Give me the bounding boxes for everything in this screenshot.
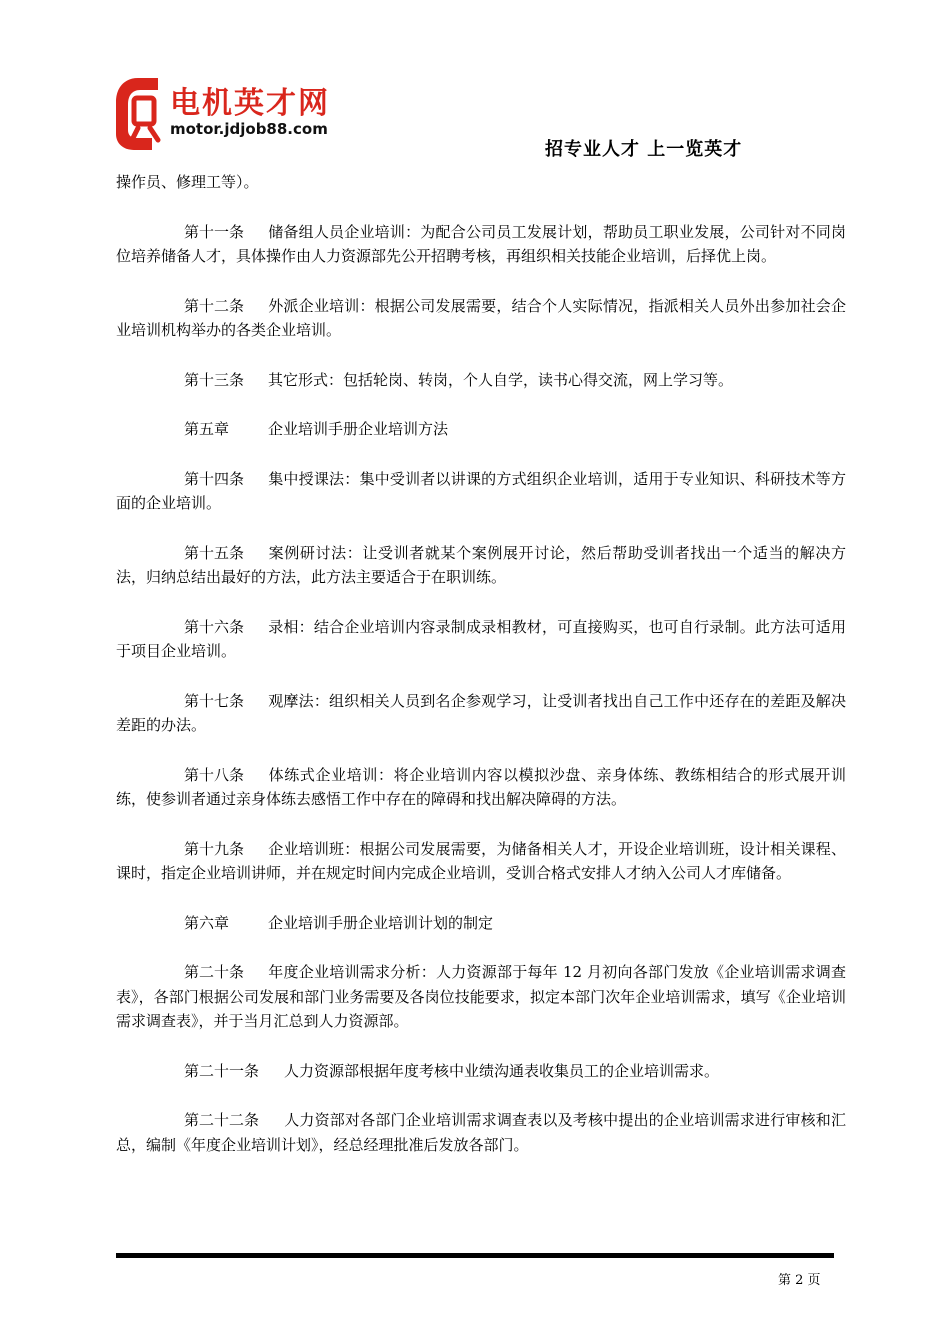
paragraph (116, 294, 846, 343)
logo-url: motor.jdjob88.com (170, 120, 328, 138)
article-text: 人力资源部根据年度考核中业绩沟通表收集员工的企业培训需求。 (284, 1061, 720, 1080)
article-text: 操作员、修理工等）。 (116, 173, 259, 191)
article-number: 第二十二条 (184, 1111, 260, 1129)
logo (112, 74, 362, 154)
footer-divider (116, 1253, 834, 1258)
paragraph (116, 837, 846, 886)
article-text: 企业培训手册企业培训方法 (268, 420, 449, 438)
article-text: 其它形式：包括轮岗、转岗，个人自学，读书心得交流，网上学习等。 (268, 370, 734, 389)
article-number: 第十二条 (184, 296, 245, 315)
article-text: 外派企业培训：根据公司发展需要，结合个人实际情况，指派相关人员外出参加社会企业培训机构举办的各类企业培训。 (116, 296, 846, 339)
page-number: 第 2 页 (778, 1273, 821, 1288)
paragraph (116, 960, 846, 1034)
paragraph (116, 615, 846, 664)
article-number: 第十三条 (184, 370, 245, 389)
article-text: 年度企业培训需求分析：人力资源部于每年 12 月初向各部门发放《企业培训需求调查表》，各部门根据公司发展和部门业务需要及各岗位技能要求，拟定本部门次年企业培训需求，填写《企业培训需求调查表》，并于当月汇总到人力资源部。 (116, 963, 846, 1030)
logo-name: 电机英才网 (170, 86, 330, 121)
paragraph (116, 1059, 846, 1084)
article-text: 观摩法：组织相关人员到名企参观学习，让受训者找出自己工作中还存在的差距及解决差距的办法。 (116, 691, 846, 734)
article-number: 第五章 (184, 420, 230, 438)
article-number: 第十五条 (184, 543, 245, 562)
paragraph (116, 170, 846, 195)
header-slogan: 招专业人才 上一览英才 (545, 139, 743, 160)
paragraph (116, 467, 846, 516)
paragraph (116, 689, 846, 738)
article-text: 录相：结合企业培训内容录制成录相教材，可直接购买，也可自行录制。此方法可适用于项目企业培训。 (116, 617, 846, 660)
article-number: 第十七条 (184, 691, 245, 710)
paragraph (116, 911, 846, 936)
article-text: 体练式企业培训：将企业培训内容以模拟沙盘、亲身体练、教练相结合的形式展开训练，使参训者通过亲身体练去感悟工作中存在的障碍和找出解决障碍的方法。 (116, 765, 846, 808)
article-number: 第十一条 (184, 222, 245, 241)
paragraph (116, 220, 846, 269)
article-text: 企业培训班：根据公司发展需要，为储备相关人才，开设企业培训班，设计相关课程、课时，指定企业培训讲师，并在规定时间内完成企业培训，受训合格式安排人才纳入公司人才库储备。 (116, 839, 846, 882)
article-text: 企业培训手册企业培训计划的制定 (268, 913, 494, 932)
article-number: 第二十一条 (184, 1061, 260, 1080)
article-number: 第十八条 (184, 765, 245, 784)
paragraph (116, 417, 846, 442)
article-text: 案例研讨法：让受训者就某个案例展开讨论，然后帮助受训者找出一个适当的解决方法，归纳总结出最好的方法，此方法主要适合于在职训练。 (116, 543, 846, 586)
article-number: 第二十条 (184, 963, 245, 981)
paragraph (116, 368, 846, 393)
article-number: 第十九条 (184, 839, 245, 858)
paragraph (116, 763, 846, 812)
paragraph (116, 1108, 846, 1157)
article-number: 第六章 (184, 913, 230, 932)
article-number: 第十六条 (184, 617, 245, 636)
article-number: 第十四条 (184, 469, 245, 488)
article-body (116, 170, 846, 1182)
article-text: 储备组人员企业培训：为配合公司员工发展计划，帮助员工职业发展，公司针对不同岗位培养储备人才，具体操作由人力资源部先公开招聘考核，再组织相关技能企业培训，后择优上岗。 (116, 222, 846, 265)
paragraph (116, 541, 846, 590)
article-text: 人力资部对各部门企业培训需求调查表以及考核中提出的企业培训需求进行审核和汇总，编制《年度企业培训计划》，经总经理批准后发放各部门。 (116, 1111, 846, 1154)
logo-mark-icon (112, 74, 164, 152)
article-text: 集中授课法：集中受训者以讲课的方式组织企业培训，适用于专业知识、科研技术等方面的企业培训。 (116, 469, 846, 512)
